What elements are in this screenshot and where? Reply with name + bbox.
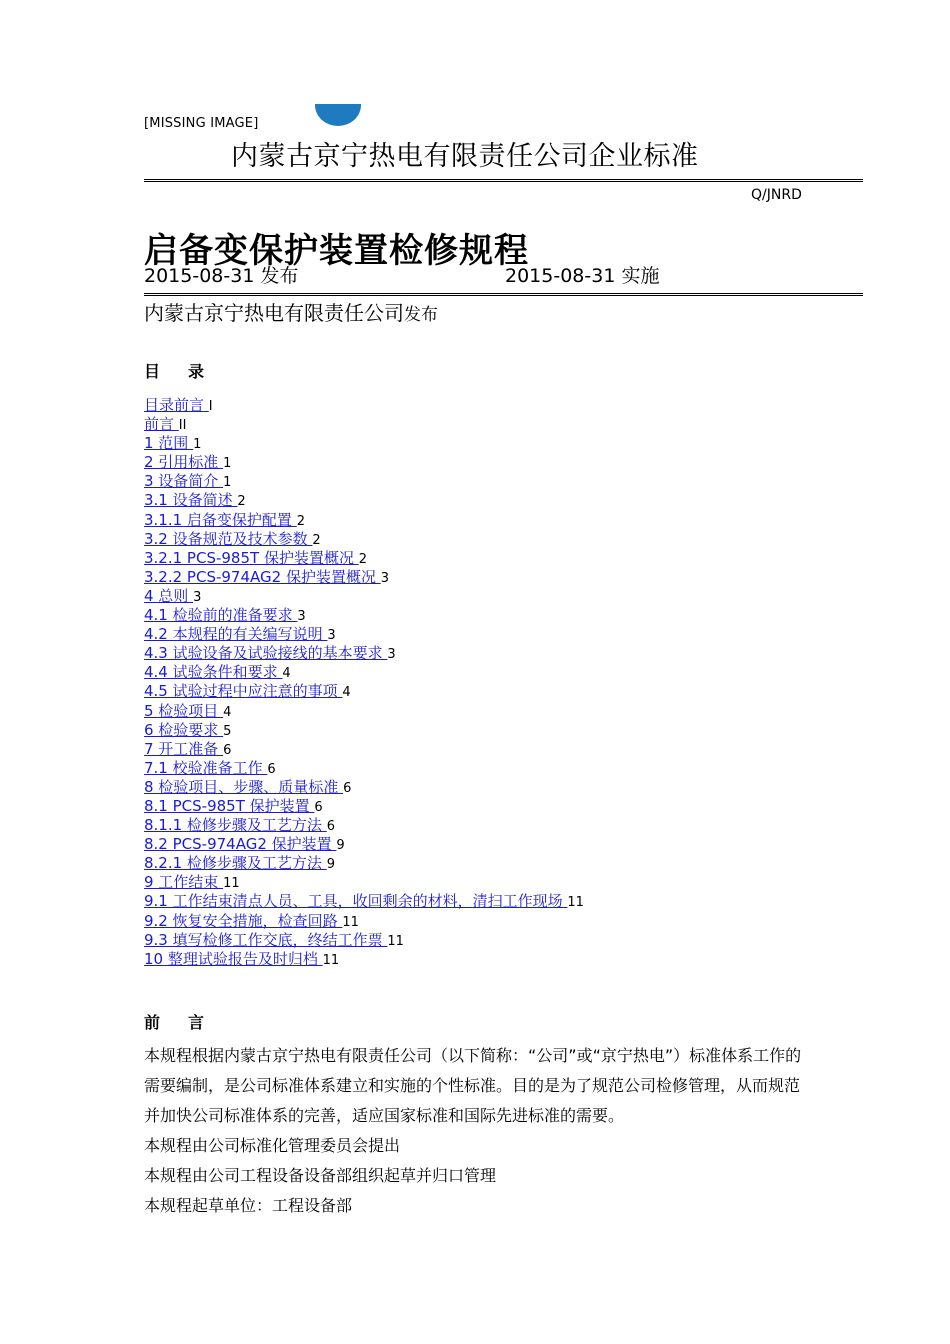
toc-entry <box>144 530 584 549</box>
toc-page-number: 2 <box>358 551 367 567</box>
company-logo-icon <box>315 104 361 126</box>
toc-link[interactable]: 3.1 设备简述 <box>144 491 238 510</box>
toc-entry <box>144 625 584 644</box>
preface-heading: 前言 <box>144 1013 233 1032</box>
toc-entry <box>144 835 584 854</box>
toc-link[interactable]: 9.2 恢复安全措施，检查回路 <box>144 911 343 930</box>
toc-link[interactable]: 3.2.2 PCS-974AG2 保护装置概况 <box>144 567 381 586</box>
toc-page-number: 3 <box>327 628 336 644</box>
toc-page-number: 2 <box>237 494 246 510</box>
toc-link[interactable]: 8.2 PCS-974AG2 保护装置 <box>144 835 337 854</box>
toc-entry <box>144 721 584 740</box>
toc-entry <box>144 415 584 434</box>
implement-date: 2015-08-31 实施 <box>505 265 660 287</box>
toc-entry <box>144 778 584 797</box>
toc-page-number: II <box>178 418 187 434</box>
toc-link[interactable]: 9 工作结束 <box>144 873 224 892</box>
toc-page-number: 11 <box>567 895 584 911</box>
toc-link[interactable]: 3.2 设备规范及技术参数 <box>144 529 313 548</box>
toc-link[interactable]: 8.1 PCS-985T 保护装置 <box>144 796 315 815</box>
toc-entry <box>144 682 584 701</box>
toc-entry <box>144 912 584 931</box>
toc-page-number: 3 <box>380 570 390 586</box>
toc-link[interactable]: 3 设备简介 <box>144 472 224 491</box>
toc-page-number: 5 <box>223 723 232 739</box>
toc-page-number: 1 <box>223 456 232 472</box>
toc-page-number: 11 <box>223 876 240 892</box>
toc-entry <box>144 931 584 950</box>
toc-page-number: 9 <box>326 857 335 873</box>
toc-link[interactable]: 10 整理试验报告及时归档 <box>144 949 323 968</box>
toc-entry <box>144 491 584 510</box>
toc-page-number: 3 <box>193 589 202 605</box>
toc-link[interactable]: 目录前言 <box>144 396 209 414</box>
toc-entry <box>144 644 584 663</box>
preface-paragraph: 本规程起草单位：工程设备部 <box>144 1196 353 1215</box>
toc-page-number: 1 <box>193 437 202 453</box>
publish-date: 2015-08-31 发布 <box>144 265 299 287</box>
toc-link[interactable]: 5 检验项目 <box>144 701 224 720</box>
toc-page-number: 6 <box>223 742 232 758</box>
toc-page-number: 2 <box>296 513 305 529</box>
toc-link[interactable]: 4 总则 <box>144 586 194 605</box>
toc-link[interactable]: 1 范围 <box>144 434 194 453</box>
toc-entry <box>144 587 584 606</box>
toc-entry <box>144 797 584 816</box>
toc-page-number: 9 <box>336 838 345 854</box>
toc-entry <box>144 816 584 835</box>
toc-entry <box>144 759 584 778</box>
toc-link[interactable]: 2 引用标准 <box>144 453 224 472</box>
toc-entry <box>144 950 584 969</box>
toc-link[interactable]: 7 开工准备 <box>144 739 224 758</box>
toc-page-number: 11 <box>387 933 404 949</box>
preface-paragraph: 本规程由公司标准化管理委员会提出 <box>144 1136 401 1155</box>
publisher-name: 内蒙古京宁热电有限责任公司 <box>144 301 404 325</box>
toc-entry <box>144 702 584 721</box>
toc-entry <box>144 434 584 453</box>
toc-link[interactable]: 4.5 试验过程中应注意的事项 <box>144 682 343 701</box>
toc-entry <box>144 453 584 472</box>
toc-link[interactable]: 4.3 试验设备及试验接线的基本要求 <box>144 644 388 663</box>
preface-body <box>144 1041 814 1221</box>
toc-page-number: 4 <box>282 666 291 682</box>
toc-link[interactable]: 8.1.1 检修步骤及工艺方法 <box>144 816 327 835</box>
publisher <box>144 297 438 326</box>
toc-page-number: I <box>208 399 213 414</box>
toc-entry <box>144 892 584 911</box>
toc-page-number: 2 <box>312 532 321 548</box>
toc-link[interactable]: 8.2.1 检修步骤及工艺方法 <box>144 854 327 873</box>
missing-image-placeholder: [MISSING IMAGE] <box>144 116 259 131</box>
toc-page-number: 3 <box>297 609 306 625</box>
title-divider <box>144 293 863 296</box>
toc-entry <box>144 568 584 587</box>
toc-link[interactable]: 前言 <box>144 415 179 434</box>
toc-link[interactable]: 4.2 本规程的有关编写说明 <box>144 625 328 644</box>
toc-page-number: 3 <box>387 647 396 663</box>
toc-link[interactable]: 4.4 试验条件和要求 <box>144 663 283 682</box>
toc-page-number: 6 <box>314 799 323 815</box>
toc-page-number: 6 <box>267 761 276 777</box>
toc-page-number: 4 <box>342 685 351 701</box>
toc-entry <box>144 549 584 568</box>
preface-paragraph: 本规程根据内蒙古京宁热电有限责任公司（以下简称：“公司”或“京宁热电”）标准体系工作的需要编制，是公司标准体系建立和实施的个性标准。目的是为了规范公司检修管理，从而规范并加快公司标准体系的完善，适应国家标准和国际先进标准的需要。 <box>144 1046 802 1125</box>
toc-link[interactable]: 9.3 填写检修工作交底，终结工作票 <box>144 930 388 949</box>
toc-link[interactable]: 9.1 工作结束清点人员、工具，收回剩余的材料，清扫工作现场 <box>144 892 568 911</box>
toc-heading: 目录 <box>144 362 233 381</box>
toc-entry <box>144 854 584 873</box>
toc-entry <box>144 740 584 759</box>
toc-entry <box>144 873 584 892</box>
toc-entry <box>144 606 584 625</box>
toc-entry <box>144 396 584 415</box>
header-divider <box>144 179 863 182</box>
toc-page-number: 6 <box>343 780 352 796</box>
toc-link[interactable]: 6 检验要求 <box>144 720 224 739</box>
toc-link[interactable]: 8 检验项目、步骤、质量标准 <box>144 777 344 796</box>
toc-entry <box>144 511 584 530</box>
toc-page-number: 11 <box>342 914 359 930</box>
company-standard-title: 内蒙古京宁热电有限责任公司企业标准 <box>231 141 699 172</box>
toc-link[interactable]: 3.1.1 启备变保护配置 <box>144 510 297 529</box>
publisher-suffix: 发布 <box>404 305 438 325</box>
toc-entry <box>144 472 584 491</box>
preface-paragraph: 本规程由公司工程设备设备部组织起草并归口管理 <box>144 1166 497 1185</box>
document-title: 启备变保护装置检修规程 <box>144 231 529 271</box>
toc-page-number: 4 <box>223 704 232 720</box>
table-of-contents <box>144 396 584 969</box>
toc-page-number: 11 <box>322 952 340 968</box>
standard-code: Q/JNRD <box>751 187 802 203</box>
toc-page-number: 6 <box>326 819 335 835</box>
toc-link[interactable]: 4.1 检验前的准备要求 <box>144 606 298 625</box>
toc-page-number: 1 <box>223 475 232 491</box>
toc-link[interactable]: 7.1 校验准备工作 <box>144 758 268 777</box>
toc-entry <box>144 663 584 682</box>
toc-link[interactable]: 3.2.1 PCS-985T 保护装置概况 <box>144 548 359 567</box>
